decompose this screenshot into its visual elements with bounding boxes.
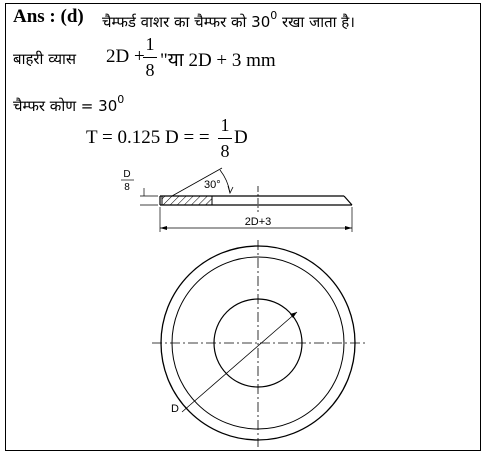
outer-diameter-label: बाहरी व्यास	[13, 50, 77, 68]
fraction-numerator: 1	[145, 34, 155, 54]
thickness-frac-numerator: 1	[220, 115, 230, 135]
thickness-den-label: 8	[124, 182, 130, 193]
outer-diameter-expr: 2D +	[106, 46, 145, 67]
angle-label: 30°	[204, 179, 221, 191]
thickness-num-label: D	[123, 169, 131, 180]
fraction-denominator: 8	[145, 60, 155, 80]
chamfer-edge	[344, 196, 352, 205]
section-hatch	[162, 196, 212, 205]
answer-statement: चैम्फर्ड वाशर का चैम्फर को $30^0$ रखा जाता है।	[102, 9, 355, 31]
width-label: 2D+3	[244, 216, 272, 228]
width-arrow-right	[345, 226, 352, 230]
thickness-formula: T = 0.125 D = =	[86, 127, 210, 148]
thickness-frac-denominator: 8	[220, 141, 230, 161]
thickness-formula-tail: D	[234, 127, 248, 148]
diameter-line	[190, 312, 297, 405]
diameter-label: D	[171, 403, 179, 415]
answer-label: Ans : (d)	[13, 6, 84, 27]
outer-diameter-alt: "या 2D + 3 mm	[160, 50, 276, 71]
chamfer-angle: चैम्फर कोण = $30^0$	[13, 93, 125, 115]
angle-arc	[220, 170, 230, 193]
washer-front-view	[152, 240, 368, 447]
washer-side-view	[121, 168, 352, 232]
width-arrow-left	[160, 226, 167, 230]
